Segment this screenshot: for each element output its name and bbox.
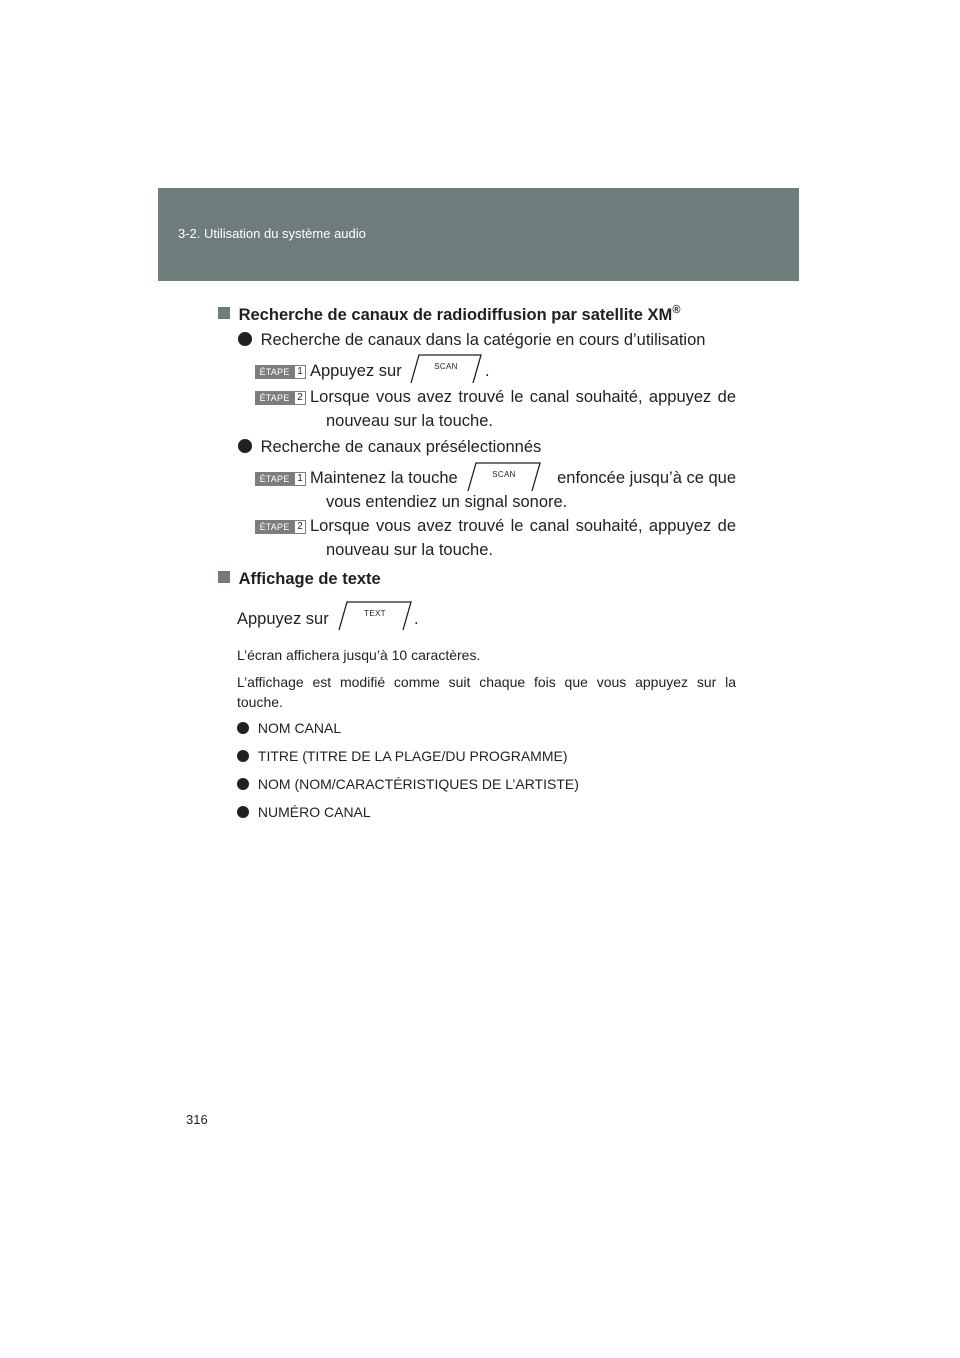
note-text: L’écran affichera jusqu’à 10 caractères. [237, 647, 481, 663]
step-text: nouveau sur la touche. [326, 541, 493, 559]
round-bullet-icon [237, 750, 249, 762]
scan-key-icon: SCAN [410, 354, 482, 384]
step-text: Maintenez la touche [310, 469, 458, 487]
section-header [158, 188, 799, 281]
step-text: . [485, 362, 490, 380]
square-bullet-icon [218, 571, 230, 583]
heading-text-display: Affichage de texte [218, 570, 381, 589]
heading-satellite-search: Recherche de canaux de radiodiffusion par satellite XM® [218, 304, 680, 325]
step-text: Lorsque vous avez trouvé le canal souhaité, appuyez de [310, 517, 736, 535]
instruction-text: . [414, 610, 419, 628]
round-bullet-icon [238, 439, 252, 453]
list-item: NOM (NOM/CARACTÉRISTIQUES DE L’ARTISTE) [237, 776, 579, 792]
square-bullet-icon [218, 307, 230, 319]
note-text: touche. [237, 694, 283, 710]
step-badge: ÉTAPE 2 [255, 520, 306, 534]
step-badge: ÉTAPE 1 [255, 472, 306, 486]
note-text: L’affichage est modifié comme suit chaque fois que vous appuyez sur la [237, 674, 736, 690]
step-badge: ÉTAPE 1 [255, 365, 306, 379]
step-text: Lorsque vous avez trouvé le canal souhaité, appuyez de [310, 388, 736, 406]
instruction-text: Appuyez sur [237, 610, 329, 628]
step-text: enfoncée jusqu’à ce que [557, 469, 736, 487]
round-bullet-icon [237, 778, 249, 790]
list-item: NOM CANAL [237, 720, 341, 736]
list-item: TITRE (TITRE DE LA PLAGE/DU PROGRAMME) [237, 748, 567, 764]
subheading-preset-search: Recherche de canaux présélectionnés [238, 438, 541, 457]
step-text: Appuyez sur [310, 362, 402, 380]
list-item: NUMÉRO CANAL [237, 804, 371, 820]
section-title: 3-2. Utilisation du système audio [178, 226, 366, 241]
step-text: nouveau sur la touche. [326, 412, 493, 430]
round-bullet-icon [238, 332, 252, 346]
round-bullet-icon [237, 722, 249, 734]
step-text: vous entendiez un signal sonore. [326, 493, 568, 511]
text-key-icon: TEXT [338, 601, 412, 631]
page-number: 316 [186, 1112, 208, 1127]
scan-key-icon: SCAN [467, 462, 541, 492]
subheading-category-search: Recherche de canaux dans la catégorie en cours d’utilisation [238, 331, 705, 350]
step-badge: ÉTAPE 2 [255, 391, 306, 405]
round-bullet-icon [237, 806, 249, 818]
